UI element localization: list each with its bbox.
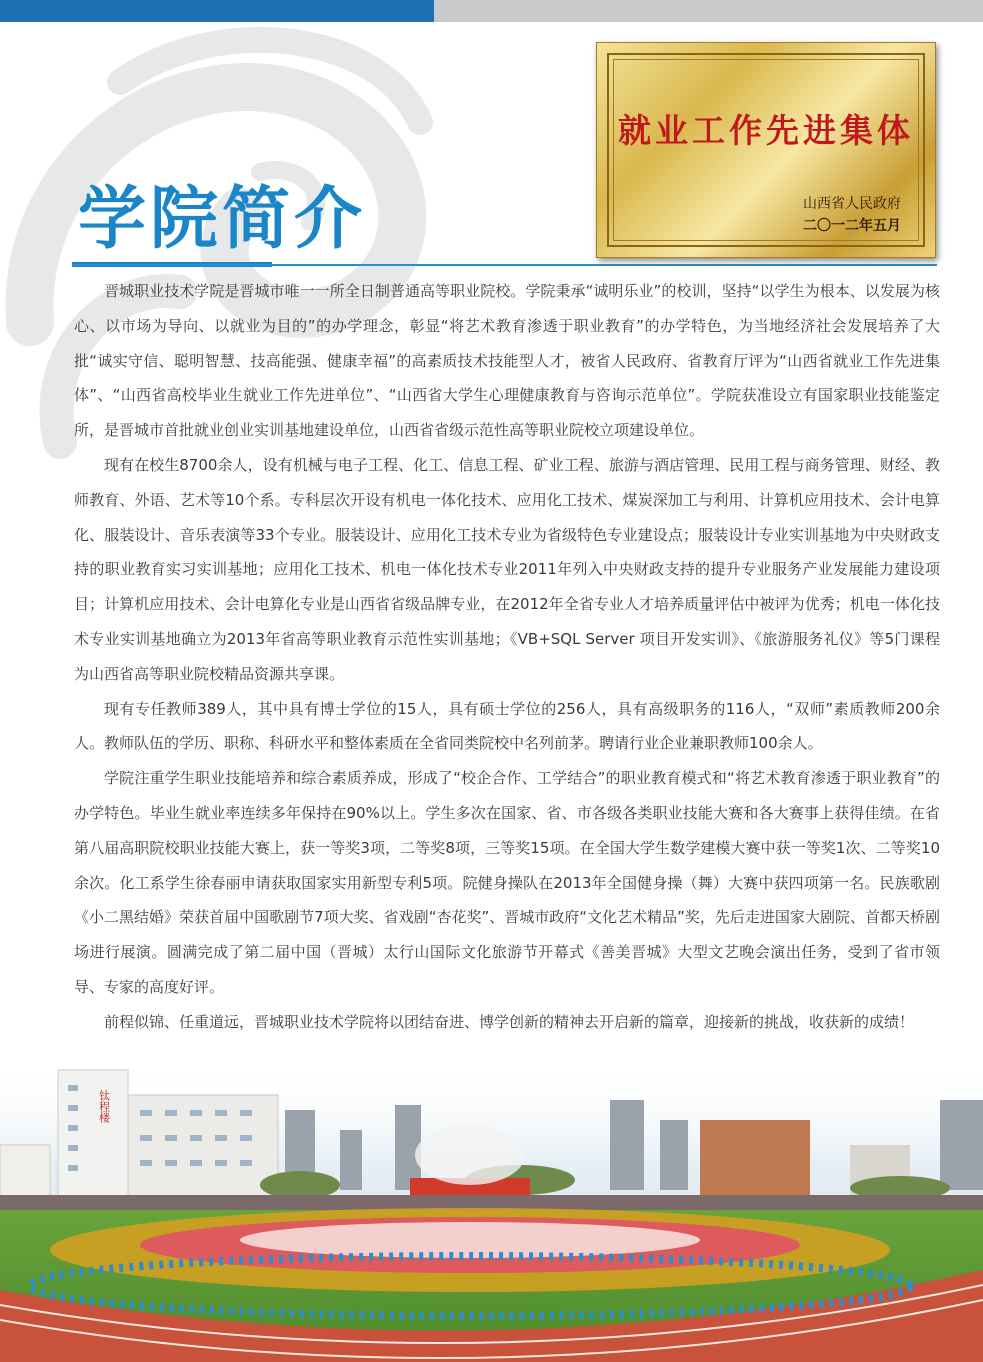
campus-event-photo [0, 1060, 983, 1362]
title-divider [72, 264, 937, 266]
paragraph-2: 现有在校生8700余人，设有机械与电子工程、化工、信息工程、矿业工程、旅游与酒店管理、民用工程与商务管理、财经、教师教育、外语、艺术等10个系。专科层次开设有机电一体化技术、应用化工技术、煤炭深加工与利用、计算机应用技术、会计电算化、服装设计、音乐表演等33个专业。服装设计、应用化工技术专业为省级特色专业建设点；服装设计专业实训基地为中央财政支持的职业教育实习实训基地；应用化工技术、机电一体化技术专业2011年列入中央财政支持的提升专业服务产业发展能力建设项目；计算机应用技术、会计电算化专业是山西省省级品牌专业，在2012年全省专业人才培养质量评估中被评为优秀；机电一体化技术专业实训基地确立为2013年省高等职业教育示范性实训基地；《VB+SQL Server 项目开发实训》、《旅游服务礼仪》等5门课程为山西省高等职业院校精品资源共享课。 [74, 455, 940, 683]
paragraph-3: 现有专任教师389人，其中具有博士学位的15人，具有硕士学位的256人，具有高级职务的116人，“双师”素质教师200余人。教师队伍的学历、职称、科研水平和整体素质在全省同类院校中名列前茅。聘请行业企业兼职教师100余人。 [74, 699, 940, 753]
plaque-date: 二〇一二年五月 [803, 218, 901, 234]
top-bar-blue [0, 0, 434, 22]
page-title: 学院简介 [78, 180, 367, 259]
plaque-issuer: 山西省人民政府 [803, 196, 901, 212]
intro-body [74, 274, 940, 1040]
top-bar-grey [434, 0, 983, 22]
plaque-title: 就业工作先进集体 [618, 111, 914, 150]
award-plaque [596, 42, 936, 258]
paragraph-4: 学院注重学生职业技能培养和综合素质养成，形成了“校企合作、工学结合”的职业教育模式和“将艺术教育渗透于职业教育”的办学特色。毕业生就业率连续多年保持在90%以上。学生多次在国家、省、市各级各类职业技能大赛和各大赛事上获得佳绩。在省第八届高职院校职业技能大赛上，获一等奖3项，二等奖8项，三等奖15项。在全国大学生数学建模大赛中获一等奖1次、二等奖10余次。化工系学生徐春丽申请获取国家实用新型专利5项。院健身操队在2013年全国健身操（舞）大赛中获四项第一名。民族歌剧《小二黑结婚》荣获首届中国歌剧节7项大奖、省戏剧“杏花奖”、晋城市政府“文化艺术精品”奖，先后走进国家大剧院、首都天桥剧场进行展演。圆满完成了第二届中国（晋城）太行山国际文化旅游节开幕式《善美晋城》大型文艺晚会演出任务，受到了省市领导、专家的高度好评。 [74, 769, 940, 996]
paragraph-1: 晋城职业技术学院是晋城市唯一一所全日制普通高等职业院校。学院秉承“诚明乐业”的校训，坚持“以学生为根本、以发展为核心、以市场为导向、以就业为目的”的办学理念，彰显“将艺术教育渗透于职业教育”的办学特色，为当地经济社会发展培养了大批“诚实守信、聪明智慧、技高能强、健康幸福”的高素质技术技能型人才，被省人民政府、省教育厅评为“山西省就业工作先进集体”、“山西省高校毕业生就业工作先进单位”、“山西省大学生心理健康教育与咨询示范单位”。学院获准设立有国家职业技能鉴定所，是晋城市首批就业创业实训基地建设单位，山西省省级示范性高等职业院校立项建设单位。 [74, 282, 940, 440]
building-sign: 钛程楼 [97, 1090, 111, 1123]
paragraph-5: 前程似锦、任重道远，晋城职业技术学院将以团结奋进、博学创新的精神去开启新的篇章，迎接新的挑战，收获新的成绩！ [104, 1012, 915, 1031]
